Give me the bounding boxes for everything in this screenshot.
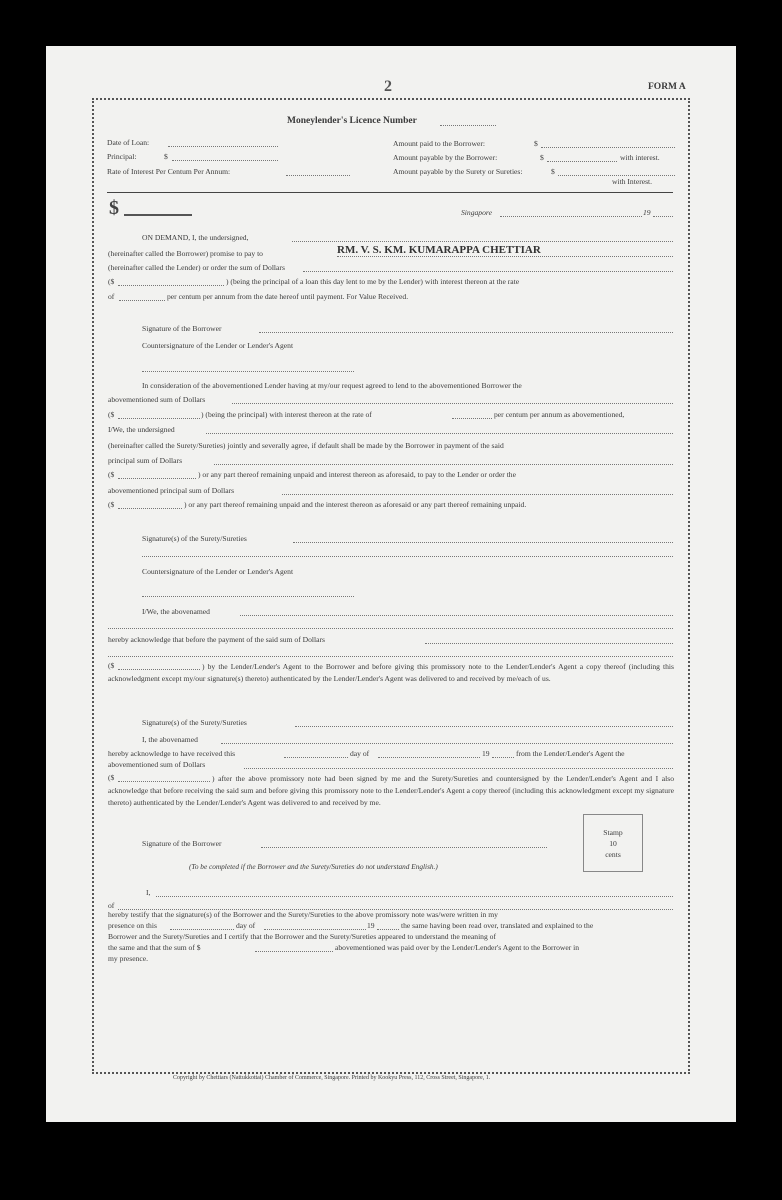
presence-year-field[interactable] xyxy=(377,929,399,930)
amount-paid-label: Amount paid to the Borrower: xyxy=(393,139,485,148)
translator-rest-4: my presence. xyxy=(108,954,149,963)
open-4: ($ xyxy=(108,500,115,509)
date-of-loan-label: Date of Loan: xyxy=(107,138,150,147)
translator-rest-1: Borrower and the Surety/Sureties and I certify that the Borrower and the Surety/Sureties appeared to understand the meaning of xyxy=(108,932,497,941)
ack1-name-field[interactable] xyxy=(240,615,673,616)
lender-order-text: (hereinafter called the Lender) or order the sum of Dollars xyxy=(108,263,285,272)
of-label: of xyxy=(108,292,115,301)
amount-payable-surety-label: Amount payable by the Surety or Sureties: xyxy=(393,167,523,176)
surety-principal-rate: ) (being the principal) with interest thereon at the rate of xyxy=(201,410,372,419)
surety-principal-open: ($ xyxy=(108,410,115,419)
countersignature-lender-label: Countersignature of the Lender or Lender's Agent xyxy=(142,341,294,350)
ack1-open: ($ xyxy=(108,661,115,670)
page-number: 2 xyxy=(384,78,392,95)
ack1-sum-field[interactable] xyxy=(425,643,673,644)
ack1-text: ) by the Lender/Lender's Agent to the Borrower and before giving this promissory note to the Lender/Lender's Agent a copy thereof (including this acknowledgment except my/our signature(s) thereto) authenticated by the Lender/Lender's Agent was delivered to and received by me/each of us. xyxy=(108,662,674,683)
lender-name-line xyxy=(337,256,673,257)
principal-field[interactable] xyxy=(172,160,278,161)
translator-rest-3: abovementioned was paid over by the Lender/Lender's Agent to the Borrower in xyxy=(335,943,580,952)
ack2-name-field[interactable] xyxy=(221,743,673,744)
iwe-abovenamed: I/We, the abovenamed xyxy=(142,607,210,616)
surety-rate-field[interactable] xyxy=(452,418,492,419)
rate-label: Rate of Interest Per Centum Per Annum: xyxy=(107,167,231,176)
translator-sum-field[interactable] xyxy=(255,951,333,952)
borrower-name-field[interactable] xyxy=(292,241,673,242)
translator-nineteen: 19 xyxy=(367,921,375,930)
surety-signature-label: Signature(s) of the Surety/Sureties xyxy=(142,534,247,543)
date-field[interactable] xyxy=(500,216,642,217)
footer-copyright: Copyright by Chettiars (Nattukkottai) Chamber of Commerce, Singapore. Printed by Kookyu Press, 112, Cross Street, Singapore, 1. xyxy=(173,1075,491,1081)
translator-day-of: day of xyxy=(236,921,256,930)
amount-paid-field[interactable] xyxy=(541,147,675,148)
year-field[interactable] xyxy=(653,216,673,217)
stamp-line-3: cents xyxy=(605,850,621,859)
surety-sum-dollars: abovementioned sum of Dollars xyxy=(108,395,206,404)
received-this-label: hereby acknowledge to have received this xyxy=(108,749,236,758)
any-part-text-1: ) or any part thereof remaining unpaid and interest thereon as aforesaid, to pay to the Lender or order the xyxy=(198,470,516,479)
signature-borrower-label: Signature of the Borrower xyxy=(142,324,222,333)
form-label: FORM A xyxy=(648,82,686,92)
principal-label: Principal: xyxy=(107,152,137,161)
with-interest-1: with interest. xyxy=(620,153,660,162)
principal-sum-2-label: abovementioned principal sum of Dollars xyxy=(108,486,235,495)
rate-field[interactable] xyxy=(286,175,350,176)
per-centum-text: per centum per annum from the date hereof until payment. For Value Received. xyxy=(167,292,409,301)
ack2-sum-field[interactable] xyxy=(244,768,673,769)
principal-sum-label: principal sum of Dollars xyxy=(108,456,183,465)
ack1-sum-field-2[interactable] xyxy=(108,656,673,657)
interest-rate-field[interactable] xyxy=(119,300,165,301)
with-interest-2: with Interest. xyxy=(612,177,653,186)
ack2-sum-dollars: abovementioned sum of Dollars xyxy=(108,760,206,769)
stamp-box xyxy=(583,814,643,872)
any-part-text-2: ) or any part thereof remaining unpaid and the interest thereon as aforesaid or any part thereof remaining unpaid. xyxy=(184,500,527,509)
surety-name-field[interactable] xyxy=(206,433,673,434)
presence-month-field[interactable] xyxy=(264,929,366,930)
hereinafter-surety: (hereinafter called the Surety/Sureties) jointly and severally agree, if default shall be made by the Borrower in payment of the said xyxy=(108,441,504,450)
sum-dollars-field[interactable] xyxy=(303,271,673,272)
consideration-text: In consideration of the abovementioned Lender having at my/our request agreed to lend to the abovementioned Borrower the xyxy=(142,381,522,390)
ack2-open: ($ xyxy=(108,773,115,782)
translator-rest-2: the same and that the sum of $ xyxy=(108,943,201,952)
ack1-name-field-2[interactable] xyxy=(108,628,673,629)
ack1-signature-field[interactable] xyxy=(295,726,673,727)
place-label: Singapore xyxy=(461,208,492,217)
dollar-sign: $ xyxy=(109,197,119,219)
presence-on-this: presence on this xyxy=(108,921,157,930)
lender-name: RM. V. S. KM. KUMARAPPA CHETTIAR xyxy=(337,244,541,256)
amount-field[interactable] xyxy=(124,214,192,216)
on-demand-text: ON DEMAND, I, the undersigned, xyxy=(142,233,249,242)
iwe-undersigned: I/We, the undersigned xyxy=(108,425,175,434)
amount-payable-surety-currency: $ xyxy=(551,167,555,176)
principal-open: ($ xyxy=(108,277,115,286)
amount-paid-currency: $ xyxy=(534,139,538,148)
ack2-day-of: day of xyxy=(350,749,370,758)
i-abovenamed: I, the abovenamed xyxy=(142,735,198,744)
surety-sum-field[interactable] xyxy=(232,403,673,404)
surety-signature-field-2[interactable] xyxy=(142,556,673,557)
translator-name-field[interactable] xyxy=(156,896,673,897)
received-month-field[interactable] xyxy=(378,757,480,758)
surety-countersignature-label: Countersignature of the Lender or Lender's Agent xyxy=(142,567,294,576)
signature-borrower-field[interactable] xyxy=(259,332,673,333)
principal-amount-field[interactable] xyxy=(118,285,224,286)
ack2-signature-label: Signature of the Borrower xyxy=(142,839,222,848)
stamp-line-1: Stamp xyxy=(603,828,623,837)
countersignature-lender-field[interactable] xyxy=(142,371,354,372)
surety-principal-field[interactable] xyxy=(118,418,200,419)
surety-countersignature-field[interactable] xyxy=(142,596,354,597)
amount-payable-borrower-field[interactable] xyxy=(547,161,617,162)
summary-divider xyxy=(107,192,673,193)
ack1-hereby: hereby acknowledge that before the payment of the said sum of Dollars xyxy=(108,635,325,644)
from-lender-text: from the Lender/Lender's Agent the xyxy=(516,749,625,758)
amount-payable-surety-field[interactable] xyxy=(558,175,675,176)
year-prefix: 19 xyxy=(643,208,651,217)
translator-testify: hereby testify that the signature(s) of the Borrower and the Surety/Sureties to the above promissory note was/were written in my xyxy=(108,910,498,919)
licence-number-label: Moneylender's Licence Number xyxy=(287,116,417,126)
translation-note: (To be completed if the Borrower and the Surety/Sureties do not understand English.) xyxy=(189,862,438,871)
any-part-amount-field-2[interactable] xyxy=(118,508,182,509)
promise-to-pay-text: (hereinafter called the Borrower) promise to pay to xyxy=(108,249,263,258)
surety-per-centum: per centum per annum as abovementioned, xyxy=(494,410,625,419)
principal-currency: $ xyxy=(164,152,168,161)
date-of-loan-field[interactable] xyxy=(168,146,278,147)
received-day-field[interactable] xyxy=(284,757,348,758)
ack1-signature-label: Signature(s) of the Surety/Sureties xyxy=(142,718,247,727)
principal-sum-2-field[interactable] xyxy=(282,494,673,495)
principal-sum-field[interactable] xyxy=(214,464,673,465)
amount-payable-borrower-label: Amount payable by the Borrower: xyxy=(393,153,498,162)
same-having-text: the same having been read over, translated and explained to the xyxy=(401,921,594,930)
amount-payable-borrower-currency: $ xyxy=(540,153,544,162)
principal-text: ) (being the principal of a loan this day lent to me by the Lender) with interest thereon at the rate xyxy=(226,277,520,286)
stamp-line-2: 10 xyxy=(609,839,617,848)
open-3: ($ xyxy=(108,470,115,479)
surety-signature-field-1[interactable] xyxy=(293,542,673,543)
any-part-amount-field-1[interactable] xyxy=(118,478,196,479)
received-year-field[interactable] xyxy=(492,757,514,758)
translator-i: I, xyxy=(146,888,151,897)
licence-number-field[interactable] xyxy=(440,125,496,126)
translator-of: of xyxy=(108,901,115,910)
ack2-signature-field[interactable] xyxy=(261,847,547,848)
presence-day-field[interactable] xyxy=(170,929,234,930)
ack2-text: ) after the above promissory note had been signed by me and the Surety/Sureties and countersigned by the Lender/Lender's Agent and I also acknowledge that before receiving the said sum and before giving this promissory note to the Lender/Lender's Agent a copy thereof (including this acknowledgment except my signature thereto) authenticated by the Lender/Lender's Agent was delivered to and received by me. xyxy=(108,774,674,807)
ack2-nineteen: 19 xyxy=(482,749,490,758)
